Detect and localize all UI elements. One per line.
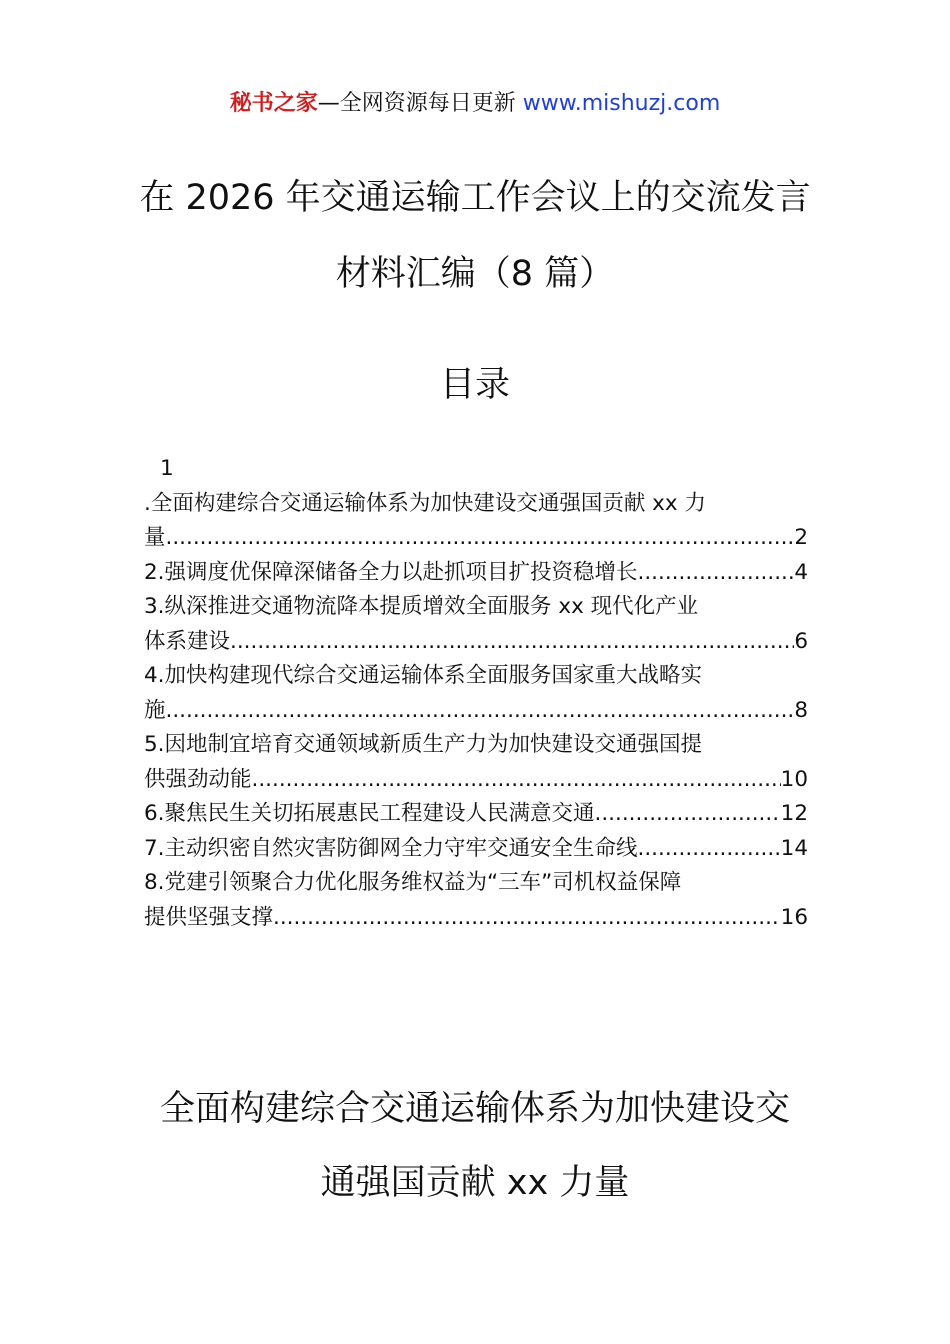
site-slogan: —全网资源每日更新: [317, 91, 523, 116]
toc-item-3-page: 6: [794, 628, 808, 654]
toc-item-5-text-cont: 供强劲动能: [144, 766, 252, 792]
toc-item-7[interactable]: [144, 832, 808, 867]
toc-item-3[interactable]: [144, 590, 808, 659]
toc-item-6[interactable]: [144, 797, 808, 832]
toc-item-8[interactable]: [144, 866, 808, 935]
toc-leader-dots: [638, 556, 795, 591]
toc-item-6-text: 6.聚焦民生关切拓展惠民工程建设人民满意交通: [144, 801, 595, 826]
document-title-line-1: 在 2026 年交通运输工作会议上的交流发言: [139, 178, 811, 218]
toc-item-1-page: 2: [794, 525, 808, 550]
toc-item-7-page: 14: [780, 835, 808, 861]
section-title-line-1: 全面构建综合交通运输体系为加快建设交: [159, 1089, 790, 1129]
brand-name: 秘书之家: [229, 91, 318, 116]
toc-item-8-text: 8.党建引领聚合力优化服务维权益为“三车”司机权益保障: [144, 870, 682, 895]
toc-item-4-text-cont: 施: [144, 697, 166, 723]
toc-leader-dots: [166, 694, 795, 729]
toc-item-2-text: 2.强调度优保障深储备全力以赴抓项目扩投资稳增长: [144, 559, 638, 585]
toc-item-5[interactable]: [144, 728, 808, 797]
toc-item-2-page: 4: [794, 559, 808, 585]
section-title: [0, 1072, 950, 1220]
toc-leader-dots: [273, 901, 781, 936]
site-header: [0, 88, 950, 120]
toc-item-4-page: 8: [794, 697, 808, 723]
toc-item-4[interactable]: [144, 659, 808, 728]
toc-leader-dots: [230, 625, 794, 660]
toc-item-4-text: 4.加快构建现代综合交通运输体系全面服务国家重大战略实: [144, 663, 703, 688]
toc-item-6-page: 12: [780, 801, 808, 826]
table-of-contents: [144, 452, 808, 935]
toc-leader-dots: [166, 521, 795, 556]
toc-item-5-page: 10: [780, 766, 808, 792]
toc-item-2[interactable]: [144, 556, 808, 591]
toc-item-3-text-cont: 体系建设: [144, 628, 231, 654]
document-title-line-2: 材料汇编（8 篇）: [335, 254, 615, 294]
site-url[interactable]: www.mishuzj.com: [522, 91, 721, 116]
document-title: [0, 160, 950, 312]
toc-item-1-text-cont: 量: [144, 525, 166, 550]
toc-item-7-text: 7.主动织密自然灾害防御网全力守牢交通安全生命线: [144, 835, 638, 861]
toc-item-1-text: .全面构建综合交通运输体系为加快建设交通强国贡献 xx 力: [144, 490, 706, 516]
toc-leader-dots: [638, 832, 781, 867]
toc-leader-dots: [252, 763, 781, 798]
toc-item-8-page: 16: [780, 904, 808, 930]
toc-item-8-text-cont: 提供坚强支撑: [144, 904, 274, 930]
toc-leader-dots: [595, 797, 781, 832]
toc-item-3-text: 3.纵深推进交通物流降本提质增效全面服务 xx 现代化产业: [144, 594, 699, 619]
toc-item-1[interactable]: [144, 452, 808, 556]
section-title-line-2: 通强国贡献 xx 力量: [320, 1163, 630, 1203]
toc-item-1-number: 1: [160, 456, 174, 481]
toc-item-5-text: 5.因地制宜培育交通领域新质生产力为加快建设交通强国提: [144, 732, 703, 757]
toc-heading: 目录: [439, 365, 510, 405]
